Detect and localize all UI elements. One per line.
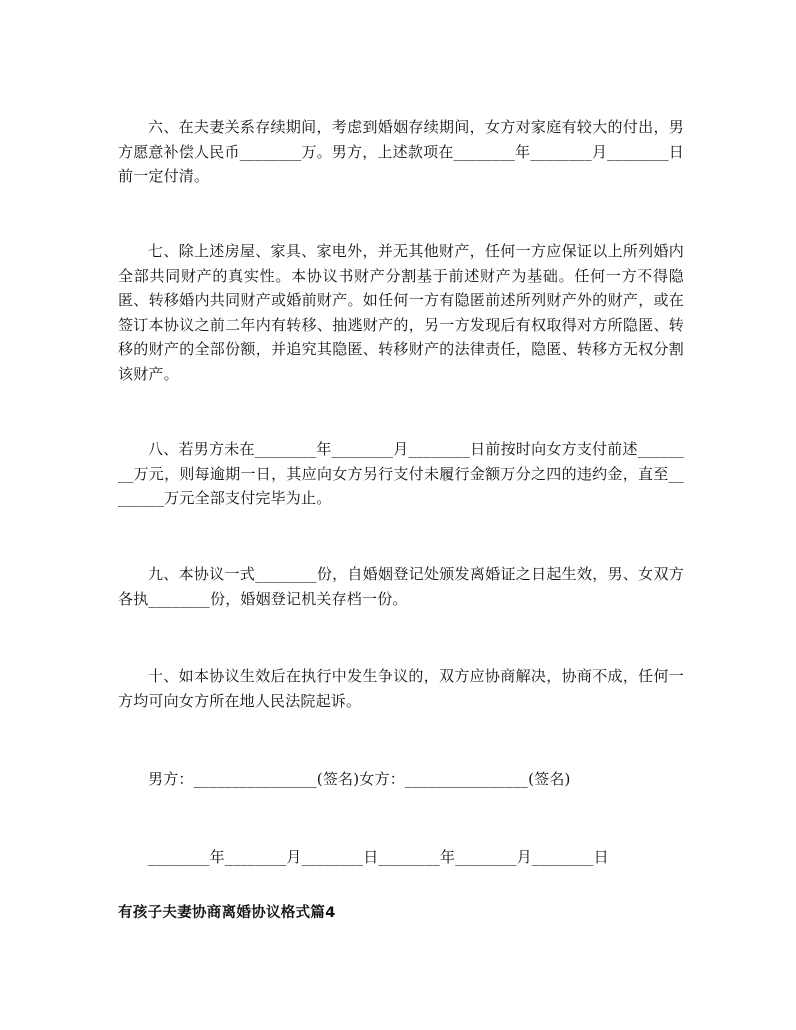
clause-10-disputes: 十、如本协议生效后在执行中发生争议的，双方应协商解决，协商不成，任何一方均可向女方所在地人民法院起诉。	[118, 667, 684, 710]
date-line: ________年________月________日________年________月________日	[148, 848, 609, 866]
clause-7-property-disclosure: 七、除上述房屋、家具、家电外，并无其他财产，任何一方应保证以上所列婚内全部共同财产的真实性。本协议书财产分割基于前述财产为基础。任何一方不得隐匿、转移婚内共同财产或婚前财产。如任何一方有隐匿前述所列财产外的财产，或在签订本协议之前二年内有转移、抽逃财产的，另一方发现后有权取得对方所隐匿、转移的财产的全部份额，并追究其隐匿、转移财产的法律责任，隐匿、转移方无权分割该财产。	[118, 242, 684, 383]
section-heading: 有孩子夫妻协商离婚协议格式篇4	[118, 905, 336, 921]
clause-8-late-payment: 八、若男方未在________年________月________日前按时向女方支付前述________万元，则每逾期一日，其应向女方另行支付未履行金额万分之四的违约金，直至________万元全部支付完毕为止。	[118, 440, 684, 507]
signature-line: 男方：________________(签名)女方：________________(签名)	[148, 770, 571, 788]
clause-6-compensation: 六、在夫妻关系存续期间，考虑到婚姻存续期间，女方对家庭有较大的付出，男方愿意补偿人民币________万。男方，上述款项在________年________月________日前一定付清。	[118, 118, 684, 185]
clause-9-copies: 九、本协议一式________份，自婚姻登记处颁发离婚证之日起生效，男、女双方各执________份，婚姻登记机关存档一份。	[118, 565, 684, 608]
